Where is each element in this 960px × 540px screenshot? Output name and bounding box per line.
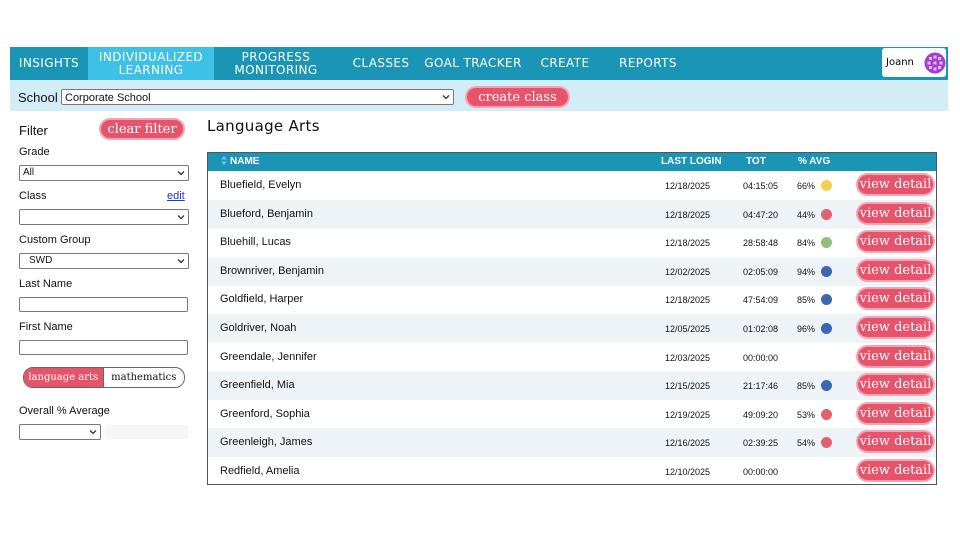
school-select-value: Corporate School	[65, 92, 151, 104]
sort-icon[interactable]	[221, 156, 227, 168]
percent-average: 96%	[797, 324, 816, 334]
student-name: Greendale, Jennifer	[220, 350, 317, 363]
grade-select[interactable]	[19, 165, 189, 181]
table-row	[208, 371, 936, 400]
status-dot-icon	[821, 180, 832, 191]
student-name: Goldriver, Noah	[220, 322, 297, 334]
time-on-task: 28:58:48	[743, 238, 779, 249]
mathematics-toggle[interactable]: mathematics	[103, 368, 185, 387]
percent-average: 85%	[797, 381, 816, 392]
time-on-task: 00:00:00	[743, 352, 779, 363]
table-row	[208, 171, 936, 200]
overall-average-label: Overall % Average	[19, 405, 110, 417]
last-login: 12/15/2025	[665, 381, 711, 392]
time-on-task: 04:47:20	[743, 209, 779, 220]
table-row	[208, 314, 936, 343]
nav-insights[interactable]: INSIGHTS	[18, 56, 80, 70]
view-detail-button[interactable]: view detail	[859, 262, 932, 278]
student-name: Brownriver, Benjamin	[220, 264, 324, 277]
time-on-task: 49:09:20	[743, 409, 779, 420]
edit-class-link[interactable]: edit	[167, 190, 185, 202]
time-on-task: 01:02:08	[743, 324, 779, 334]
column-last-login[interactable]: LAST LOGIN	[661, 156, 722, 167]
status-dot-icon	[821, 266, 832, 277]
subject-toggle	[23, 367, 185, 388]
last-login: 12/18/2025	[665, 209, 711, 220]
clear-filter-button[interactable]: clear filter	[101, 120, 183, 138]
table-row	[208, 428, 936, 457]
custom-group-select-value: SWD	[29, 255, 53, 266]
app-frame	[10, 47, 948, 493]
status-dot-icon	[821, 409, 832, 420]
view-detail-button[interactable]: view detail	[859, 234, 932, 250]
last-login: 12/03/2025	[665, 352, 711, 363]
class-select[interactable]	[19, 209, 189, 225]
last-login: 12/18/2025	[665, 181, 711, 191]
custom-group-label: Custom Group	[19, 234, 91, 246]
nav-reports[interactable]: REPORTS	[619, 56, 677, 70]
nav-individualized-learning-label: INDIVIDUALIZED LEARNING	[98, 49, 204, 77]
custom-group-select[interactable]	[19, 253, 189, 269]
last-login: 12/10/2025	[665, 467, 711, 477]
table-row	[208, 457, 936, 486]
status-dot-icon	[821, 380, 832, 391]
percent-average: 44%	[797, 209, 816, 220]
students-table	[207, 152, 937, 485]
nav-progress-monitoring[interactable]	[214, 47, 338, 80]
status-dot-icon	[821, 323, 832, 334]
chevron-down-icon	[177, 213, 185, 221]
student-name: Bluefield, Evelyn	[220, 179, 302, 191]
chevron-down-icon	[442, 93, 450, 101]
user-menu[interactable]	[882, 48, 946, 77]
view-detail-button[interactable]: view detail	[859, 291, 932, 307]
overall-average-spacer	[105, 425, 188, 439]
overall-average-select[interactable]	[19, 424, 101, 440]
table-header	[208, 153, 936, 171]
time-on-task: 47:54:09	[743, 295, 779, 306]
view-detail-button[interactable]: view detail	[859, 434, 932, 450]
time-on-task: 04:15:05	[743, 181, 779, 191]
nav-classes[interactable]: CLASSES	[352, 56, 410, 70]
nav-individualized-learning[interactable]	[88, 47, 214, 80]
school-bar	[10, 80, 948, 111]
view-detail-button[interactable]: view detail	[859, 463, 932, 478]
status-dot-icon	[821, 237, 832, 248]
create-class-button[interactable]: create class	[467, 88, 568, 106]
class-label: Class	[19, 190, 47, 202]
student-name: Goldfield, Harper	[220, 293, 304, 306]
view-detail-button[interactable]: view detail	[859, 205, 932, 221]
nav-create[interactable]: CREATE	[540, 56, 590, 70]
chevron-down-icon	[177, 169, 185, 177]
view-detail-button[interactable]: view detail	[859, 320, 932, 335]
table-row	[208, 257, 936, 286]
student-name: Greenford, Sophia	[220, 407, 310, 420]
percent-average: 54%	[797, 438, 816, 449]
nav-goal-tracker[interactable]: GOAL TRACKER	[424, 56, 522, 70]
table-row	[208, 400, 936, 429]
table-row	[208, 285, 936, 314]
last-login: 12/18/2025	[665, 295, 711, 306]
last-name-label: Last Name	[19, 278, 73, 290]
mosaic-avatar-icon	[924, 52, 946, 74]
status-dot-icon	[821, 437, 832, 448]
percent-average: 94%	[797, 266, 816, 277]
page-title: Language Arts	[207, 117, 320, 135]
last-login: 12/18/2025	[665, 238, 711, 249]
last-login: 12/05/2025	[665, 324, 711, 334]
column-avg[interactable]: % AVG	[798, 156, 831, 167]
table-row	[208, 200, 936, 229]
column-tot[interactable]: TOT	[746, 156, 766, 167]
language-arts-toggle[interactable]: language arts	[24, 368, 103, 387]
view-detail-button[interactable]: view detail	[859, 348, 932, 364]
status-dot-icon	[821, 294, 832, 305]
last-login: 12/16/2025	[665, 438, 711, 449]
chevron-down-icon	[89, 428, 97, 436]
last-login: 12/02/2025	[665, 266, 711, 277]
first-name-input[interactable]	[19, 340, 188, 355]
percent-average: 85%	[797, 295, 816, 306]
student-name: Greenfield, Mia	[220, 379, 295, 392]
table-row	[208, 228, 936, 257]
student-name: Greenleigh, James	[220, 436, 313, 449]
column-name[interactable]: NAME	[230, 156, 260, 167]
grade-label: Grade	[19, 146, 50, 158]
filter-title: Filter	[19, 123, 48, 138]
nav-progress-monitoring-label: PROGRESS MONITORING	[234, 49, 318, 77]
time-on-task: 02:05:09	[743, 266, 779, 277]
school-label: School	[18, 90, 58, 105]
chevron-down-icon	[177, 257, 185, 265]
percent-average: 84%	[797, 238, 816, 249]
view-detail-button[interactable]: view detail	[859, 177, 932, 192]
first-name-label: First Name	[19, 321, 73, 333]
top-nav	[10, 47, 948, 80]
time-on-task: 02:39:25	[743, 438, 779, 449]
percent-average: 53%	[797, 409, 816, 420]
view-detail-button[interactable]: view detail	[859, 405, 932, 421]
last-login: 12/19/2025	[665, 409, 711, 420]
time-on-task: 21:17:46	[743, 381, 779, 392]
table-row	[208, 343, 936, 372]
student-name: Blueford, Benjamin	[220, 207, 313, 220]
grade-select-value: All	[23, 167, 35, 178]
last-name-input[interactable]	[19, 297, 188, 312]
view-detail-button[interactable]: view detail	[859, 377, 932, 393]
status-dot-icon	[821, 209, 832, 220]
time-on-task: 00:00:00	[743, 467, 779, 477]
school-select[interactable]	[61, 89, 454, 105]
percent-average: 66%	[797, 181, 816, 191]
student-name: Bluehill, Lucas	[220, 236, 291, 249]
user-name: Joann	[886, 57, 914, 68]
student-name: Redfield, Amelia	[220, 465, 300, 477]
